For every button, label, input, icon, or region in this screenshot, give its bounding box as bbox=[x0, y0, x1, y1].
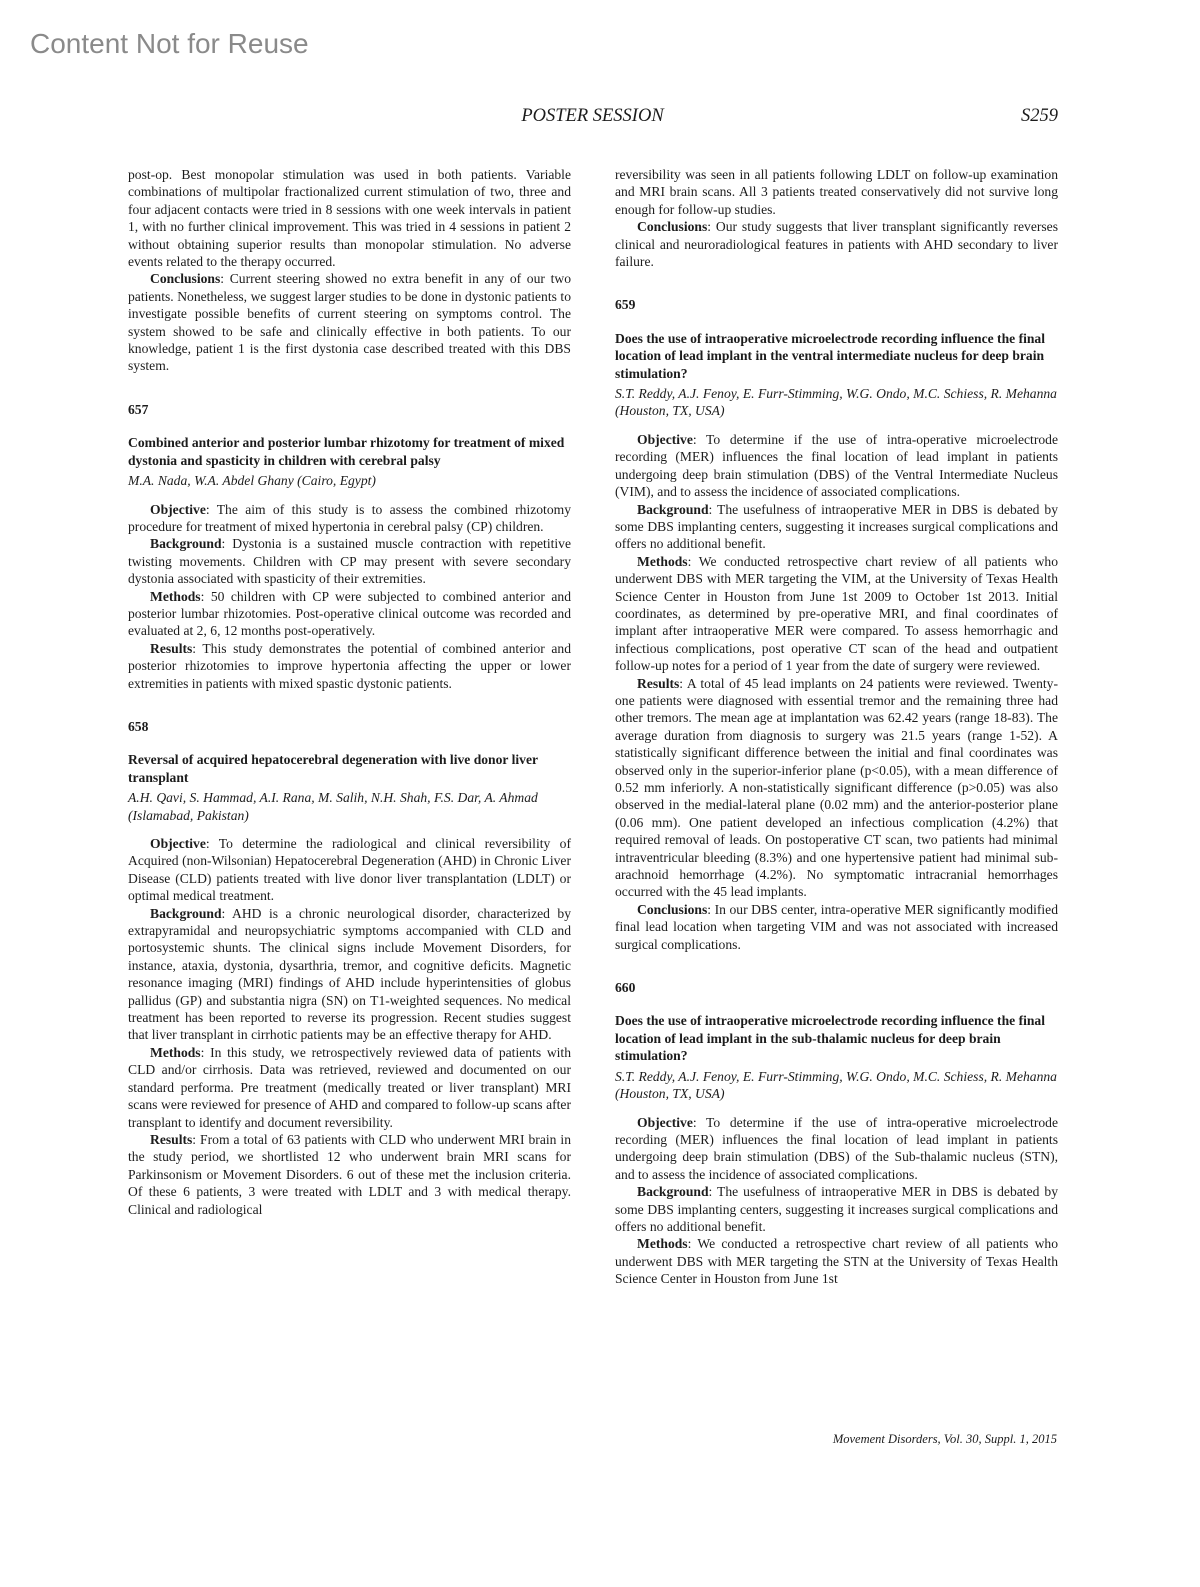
section-text: : The usefulness of intraoperative MER in DBS is debated by some DBS implanting centers, suggesting it increases surgical complications and offers no additional benefit. bbox=[615, 1184, 1058, 1234]
watermark: Content Not for Reuse bbox=[30, 28, 309, 59]
section-text: : To determine the radiological and clinical reversibility of Acquired (non-Wilsonian) Hepatocerebral Degeneration (AHD) in Chronic Liver Disease (CLD) patients treated with live donor liver transplantation (LDLT) or optimal medical treatment. bbox=[128, 836, 571, 904]
page-number: S259 bbox=[1021, 106, 1058, 126]
running-header bbox=[127, 104, 1058, 130]
section-text: : We conducted retrospective chart review of all patients who underwent DBS with MER targeting the VIM, at the University of Texas Health Science Center in Houston from June 1st 2009 to October 1st 2013. Initial coordinates, as determined by pre-operative MRI, and final coordinates of implant after intraoperative MER were compared. To assess hemorrhagic and infectious complications, post operative CT scan of the head and outpatient follow-up notes for a period of 1 year from the date of surgery were reviewed. bbox=[615, 553, 1058, 674]
section-text: : 50 children with CP were subjected to combined anterior and posterior lumbar rhizotomies. Post-operative clinical outcome was recorded and evaluated at 2, 6, 12 months post-operatively. bbox=[128, 588, 571, 639]
abstract-659 bbox=[615, 296, 1058, 953]
section-text: : We conducted a retrospective chart review of all patients who underwent DBS with MER targeting the STN at the University of Texas Health Science Center in Houston from June 1st bbox=[615, 1236, 1058, 1287]
objective-section bbox=[128, 501, 571, 536]
methods-section bbox=[128, 588, 571, 640]
abstract-title: Does the use of intraoperative microelectrode recording influence the final location of lead implant in the ventral intermediate nucleus for deep brain stimulation? bbox=[615, 330, 1046, 381]
abstract-title: Does the use of intraoperative microelectrode recording influence the final location of lead implant in the sub-thalamic nucleus for deep brain stimulation? bbox=[615, 1013, 1046, 1064]
section-label: Results bbox=[150, 1131, 193, 1147]
section-label: Background bbox=[637, 501, 709, 517]
abstract-number: 658 bbox=[128, 718, 149, 734]
section-text: : AHD is a chronic neurological disorder, characterized by extrapyramidal and neuropsychiatric symptoms accompanied with CLD and portosystemic shunts. The clinical signs include Movement Disorders, for instance, ataxia, dystonia, dysarthria, tremor, and cognitive deficits. Magnetic resonance imaging (MRI) findings of AHD include hyperintensities of globus pallidus (GP) and substantia nigra (SN) on T1-weighted sequences. No medical treatment has been reported to reverse its progression. Recent studies suggest that liver transplant in cirrhotic patients may be an effective therapy for AHD. bbox=[128, 905, 571, 1043]
results-continued: reversibility was seen in all patients following LDLT on follow-up examination and MRI brain scans. All 3 patients treated conservatively did not survive long enough for follow-up studies. bbox=[615, 167, 1058, 217]
section-text: : To determine if the use of intra-operative microelectrode recording (MER) influences the final location of lead implant in patients undergoing deep brain stimulation (DBS) of the Sub-thalamic nucleus (STN), and to assess the incidence of associated complications. bbox=[615, 1114, 1058, 1182]
abstract-authors: S.T. Reddy, A.J. Fenoy, E. Furr-Stimming, W.G. Ondo, M.C. Schiess, R. Mehanna (Houston, TX, USA) bbox=[615, 1068, 1057, 1102]
section-label: Methods bbox=[637, 553, 688, 569]
background-section bbox=[128, 535, 571, 587]
section-label: Results bbox=[150, 640, 193, 656]
results-section bbox=[128, 1131, 571, 1218]
journal-footer: Movement Disorders, Vol. 30, Suppl. 1, 2015 bbox=[832, 1432, 1057, 1446]
section-label: Conclusions bbox=[637, 901, 708, 917]
continued-text: post-op. Best monopolar stimulation was used in both patients. Variable combinations of multipolar fractionalized current stimulation of two, three and four adjacent contacts were tried in 8 sessions with one week intervals in patient 1, with no further clinical improvement. This was tried in 4 sessions in patient 2 without obtaining superior results than monopolar stimulation. No adverse events related to the therapy occurred. bbox=[128, 167, 571, 270]
abstract-number: 660 bbox=[615, 980, 636, 996]
section-text: : A total of 45 lead implants on 24 patients were reviewed. Twenty-one patients were diagnosed with essential tremor and the remaining three had other tremors. The mean age at implantation was 62.42 years (range 18-83). The average duration from diagnosis to surgery was 21.5 years (range 1-52). A statistically significant difference between the initial and final coordinates was observed only in the superior-inferior plane (p<0.05), with a mean difference of 0.52 mm inferiorly. A non-statistically significant difference (p>0.05) was also observed in the medial-lateral plane (0.02 mm) and the anterior-posterior plane (0.06 mm). One patient developed an infectious complication (4.2%) that required removal of leads. On postoperative CT scan, two patients had minimal intraventricular bleeding (8.3%) and one hypertensive patient had minimal sub-arachnoid hemorrhage (4.2%). No symptomatic intracranial hemorrhages occurred with the 45 lead implants. bbox=[615, 675, 1058, 900]
section-text: : The usefulness of intraoperative MER in DBS is debated by some DBS implanting centers, suggesting it increases surgical complications and offers no additional benefit. bbox=[615, 501, 1058, 552]
section-label: Background bbox=[150, 536, 222, 552]
section-text: : In our DBS center, intra-operative MER significantly modified final lead location when targeting VIM and was not associated with increased surgical complications. bbox=[615, 901, 1058, 952]
abstract-number: 659 bbox=[615, 297, 636, 313]
conclusions-section bbox=[615, 901, 1058, 953]
section-text: : To determine if the use of intra-operative microelectrode recording (MER) influences the final location of lead implant in patients undergoing deep brain stimulation (DBS) of the Ventral Intermediate Nucleus (VIM), and to assess the incidence of associated complications. bbox=[615, 431, 1058, 500]
abstract-658 bbox=[128, 718, 571, 1218]
section-text: : Dystonia is a sustained muscle contraction with repetitive twisting movements. Children with CP may present with severe secondary dystonia associated with spasticity of their extremities. bbox=[128, 536, 571, 587]
abstract-authors: A.H. Qavi, S. Hammad, A.I. Rana, M. Salih, N.H. Shah, F.S. Dar, A. Ahmad (Islamabad, Pakistan) bbox=[128, 790, 538, 823]
results-section bbox=[615, 675, 1058, 901]
conclusions-section bbox=[615, 218, 1058, 270]
abstract-title: Combined anterior and posterior lumbar rhizotomy for treatment of mixed dystonia and spasticity in children with cerebral palsy bbox=[128, 435, 565, 468]
methods-section bbox=[128, 1044, 571, 1131]
section-label: Results bbox=[637, 675, 680, 691]
section-label: Objective bbox=[150, 836, 206, 851]
abstract-title: Reversal of acquired hepatocerebral degeneration with live donor liver transplant bbox=[128, 752, 538, 785]
section-text: : Current steering showed no extra benefit in any of our two patients. Nonetheless, we suggest larger studies to be done in dystonic patients to investigate possible benefits of current steering on symptoms control. The system showed to be safe and clinically effective in both patients. To our knowledge, patient 1 is the first dystonia case described treated with this DBS system. bbox=[128, 271, 571, 374]
section-text: : This study demonstrates the potential of combined anterior and posterior rhizotomies to improve hypertonia affecting the upper or lower extremities in patients with mixed spastic dystonic patients. bbox=[128, 640, 571, 691]
section-text: : In this study, we retrospectively reviewed data of patients with CLD and/or cirrhosis. Data was retrieved, reviewed and documented on our standard performa. Pre treatment (medically treated or liver transplant) MRI scans were reviewed for presence of AHD and compared to follow-up scans after transplant to identify and document reversibility. bbox=[128, 1044, 571, 1130]
methods-section bbox=[615, 1235, 1058, 1287]
section-label: Background bbox=[150, 905, 222, 921]
section-text: : The aim of this study is to assess the combined rhizotomy procedure for treatment of mixed hypertonia in cerebral palsy (CP) children. bbox=[128, 501, 571, 534]
section-text: : From a total of 63 patients with CLD who underwent MRI brain in the study period, we shortlisted 12 who underwent brain MRI scans for Parkinsonism or Movement Disorders. 6 out of these met the inclusion criteria. Of these 6 patients, 3 were treated with LDLT and 3 with medical therapy. Clinical and radiological bbox=[128, 1131, 571, 1217]
background-section bbox=[615, 1183, 1058, 1235]
section-label: Methods bbox=[637, 1236, 688, 1252]
left-column bbox=[128, 166, 571, 1218]
abstract-authors: S.T. Reddy, A.J. Fenoy, E. Furr-Stimming, W.G. Ondo, M.C. Schiess, R. Mehanna (Houston, TX, USA) bbox=[615, 386, 1057, 419]
right-column bbox=[615, 166, 1058, 1288]
methods-section bbox=[615, 553, 1058, 675]
background-section bbox=[128, 905, 571, 1044]
section-label: Conclusions bbox=[150, 271, 221, 287]
abstract-657 bbox=[128, 401, 571, 692]
abstract-number: 657 bbox=[128, 401, 149, 417]
continued-conclusions bbox=[128, 270, 571, 374]
section-label: Conclusions bbox=[637, 219, 708, 235]
abstract-authors: M.A. Nada, W.A. Abdel Ghany (Cairo, Egypt) bbox=[128, 473, 376, 489]
objective-section bbox=[128, 835, 571, 905]
section-label: Objective bbox=[637, 431, 693, 447]
background-section bbox=[615, 501, 1058, 553]
abstract-660 bbox=[615, 979, 1058, 1288]
objective-section bbox=[615, 431, 1058, 501]
results-section bbox=[128, 640, 571, 692]
section-label: Methods bbox=[150, 1044, 201, 1060]
section-label: Background bbox=[637, 1184, 709, 1200]
section-title: POSTER SESSION bbox=[521, 106, 664, 126]
section-text: : Our study suggests that liver transplant significantly reverses clinical and neuroradiological features in patients with AHD secondary to liver failure. bbox=[615, 219, 1058, 270]
section-label: Objective bbox=[637, 1114, 693, 1130]
objective-section bbox=[615, 1114, 1058, 1184]
section-label: Methods bbox=[150, 588, 201, 604]
section-label: Objective bbox=[150, 501, 206, 517]
